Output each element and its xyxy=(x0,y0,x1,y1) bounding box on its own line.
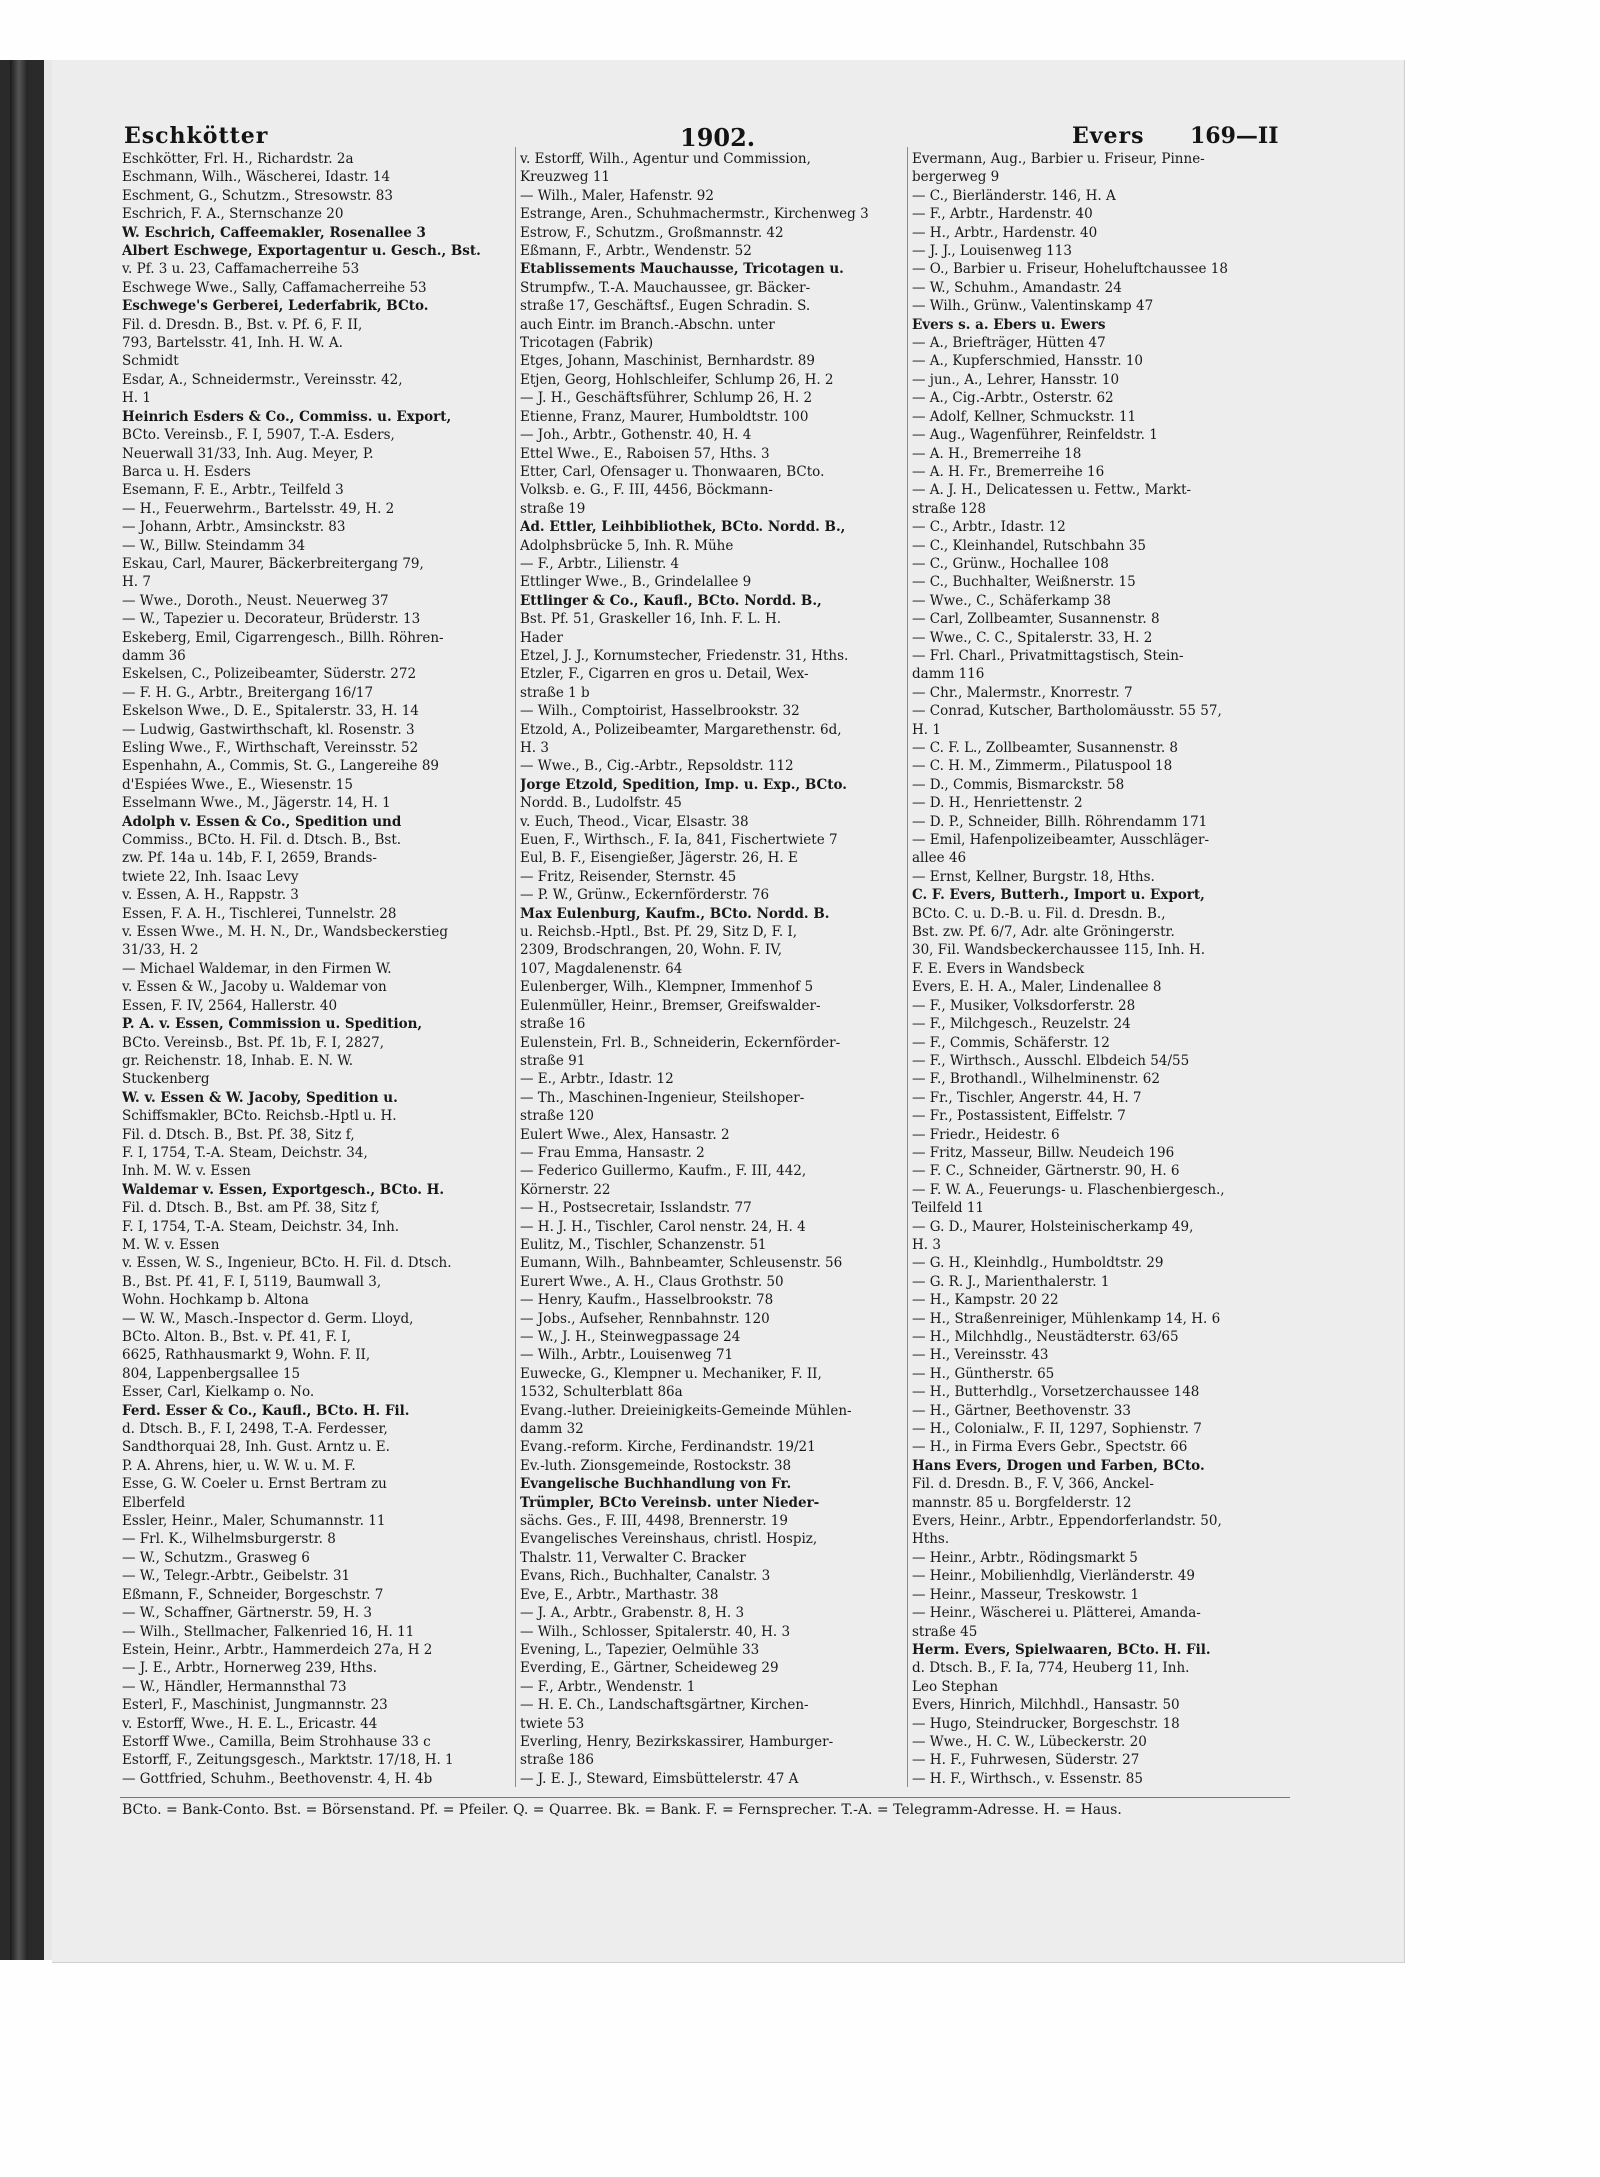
directory-entry: auch Eintr. im Branch.-Abschn. unter xyxy=(520,316,775,333)
directory-entry: Volksb. e. G., F. III, 4456, Böckmann- xyxy=(520,482,773,499)
directory-entry: — W., Telegr.-Arbtr., Geibelstr. 31 xyxy=(122,1568,351,1585)
directory-entry: Herm. Evers, Spielwaaren, BCto. H. Fil. xyxy=(912,1641,1211,1658)
directory-entry: 2309, Brodschrangen, 20, Wohn. F. IV, xyxy=(520,942,783,959)
directory-entry: — H., Feuerwehrm., Bartelsstr. 49, H. 2 xyxy=(122,500,395,517)
directory-entry: v. Essen Wwe., M. H. N., Dr., Wandsbeckerstieg xyxy=(122,924,448,941)
directory-entry: Eve, E., Arbtr., Marthastr. 38 xyxy=(520,1586,719,1603)
directory-entry: — A. J. H., Delicatessen u. Fettw., Markt- xyxy=(912,482,1192,499)
directory-entry: Eskelsen, C., Polizeibeamter, Süderstr. 272 xyxy=(122,666,417,683)
directory-entry: — C. F. L., Zollbeamter, Susannenstr. 8 xyxy=(912,740,1178,756)
directory-entry: — Wwe., C., Schäferkamp 38 xyxy=(912,592,1111,609)
directory-entry: Eskau, Carl, Maurer, Bäckerbreitergang 79, xyxy=(122,555,424,572)
book-binding-edge xyxy=(0,60,44,1960)
directory-entry: — Emil, Hafenpolizeibeamter, Ausschläger- xyxy=(912,832,1210,849)
directory-entry: Espenhahn, A., Commis, St. G., Langereihe 89 xyxy=(122,758,440,775)
directory-entry: — Joh., Arbtr., Gothenstr. 40, H. 4 xyxy=(520,427,752,444)
directory-entry: u. Reichsb.-Hptl., Bst. Pf. 29, Sitz D, F. I, xyxy=(520,924,798,941)
directory-entry: — F., Arbtr., Lilienstr. 4 xyxy=(520,555,680,572)
directory-entry: Etzler, F., Cigarren en gros u. Detail, Wex- xyxy=(520,666,809,683)
directory-entry: Everding, E., Gärtner, Scheideweg 29 xyxy=(520,1660,779,1677)
directory-entry: Körnerstr. 22 xyxy=(520,1181,611,1198)
directory-entry: — W. W., Masch.-Inspector d. Germ. Lloyd, xyxy=(122,1310,414,1327)
directory-entry: — G. D., Maurer, Holsteinischerkamp 49, xyxy=(912,1218,1194,1235)
directory-entry: — Wwe., C. C., Spitalerstr. 33, H. 2 xyxy=(912,629,1153,646)
header-year: 1902. xyxy=(680,123,756,152)
directory-column-1 xyxy=(122,150,517,1790)
directory-entry: Estrange, Aren., Schuhmachermstr., Kirchenweg 3 xyxy=(520,206,869,223)
directory-entry: M. W. v. Essen xyxy=(122,1236,220,1253)
directory-entry: Etges, Johann, Maschinist, Bernhardstr. 89 xyxy=(520,353,815,370)
directory-entry: straße 128 xyxy=(912,500,986,517)
directory-entry: — H., Postsecretair, Isslandstr. 77 xyxy=(520,1200,752,1217)
directory-entry: Ev.-luth. Zionsgemeinde, Rostockstr. 38 xyxy=(520,1457,792,1474)
directory-entry: — Wilh., Schlosser, Spitalerstr. 40, H. 3 xyxy=(520,1623,791,1640)
header-right-keyword: Evers xyxy=(1072,123,1145,149)
directory-entry: Commiss., BCto. H. Fil. d. Dtsch. B., Bst. xyxy=(122,832,402,849)
directory-entry: — A. H. Fr., Bremerreihe 16 xyxy=(912,463,1105,480)
directory-entry: — Fr., Tischler, Angerstr. 44, H. 7 xyxy=(912,1089,1142,1106)
header-left-keyword: Eschkötter xyxy=(124,123,269,149)
directory-entry: — Henry, Kaufm., Hasselbrookstr. 78 xyxy=(520,1292,774,1309)
directory-entry: damm 32 xyxy=(520,1421,584,1438)
directory-entry: — F., Arbtr., Wendenstr. 1 xyxy=(520,1678,696,1695)
directory-entry: Eßmann, F., Arbtr., Wendenstr. 52 xyxy=(520,243,752,260)
directory-entry: Esse, G. W. Coeler u. Ernst Bertram zu xyxy=(122,1476,387,1493)
directory-entry: Sandthorquai 28, Inh. Gust. Arntz u. E. xyxy=(122,1439,390,1456)
directory-entry: Hans Evers, Drogen und Farben, BCto. xyxy=(912,1457,1205,1474)
directory-entry: Etienne, Franz, Maurer, Humboldtstr. 100 xyxy=(520,408,809,425)
directory-entry: — A., Kupferschmied, Hansstr. 10 xyxy=(912,353,1144,370)
directory-entry: — H., Güntherstr. 65 xyxy=(912,1365,1055,1382)
directory-entry: — J. E. J., Steward, Eimsbüttelerstr. 47 A xyxy=(520,1770,799,1787)
directory-entry: — E., Arbtr., Idastr. 12 xyxy=(520,1071,674,1088)
directory-entry: — H., Straßenreiniger, Mühlenkamp 14, H. 6 xyxy=(912,1310,1221,1327)
directory-entry: — Fritz, Masseur, Billw. Neudeich 196 xyxy=(912,1144,1175,1161)
directory-entry: H. 1 xyxy=(122,390,151,407)
directory-entry: — J. J., Louisenweg 113 xyxy=(912,243,1072,260)
directory-entry: — P. W., Grünw., Eckernförderstr. 76 xyxy=(520,887,770,904)
directory-entry: — Wilh., Grünw., Valentinskamp 47 xyxy=(912,298,1154,315)
directory-entry: — H., Gärtner, Beethovenstr. 33 xyxy=(912,1402,1131,1419)
directory-entry: — J. A., Arbtr., Grabenstr. 8, H. 3 xyxy=(520,1605,745,1622)
directory-entry: Essen, F. IV, 2564, Hallerstr. 40 xyxy=(122,997,338,1014)
directory-entry: H. 3 xyxy=(912,1236,941,1253)
directory-entry: Etzold, A., Polizeibeamter, Margarethenstr. 6d, xyxy=(520,721,842,738)
directory-entry: — jun., A., Lehrer, Hansstr. 10 xyxy=(912,371,1120,388)
directory-entry: — H., Milchhdlg., Neustädterstr. 63/65 xyxy=(912,1329,1179,1345)
directory-entry: — F. H. G., Arbtr., Breitergang 16/17 xyxy=(122,684,374,701)
directory-entry: — A., Cig.-Arbtr., Osterstr. 62 xyxy=(912,390,1114,407)
directory-entry: Ettel Wwe., E., Raboisen 57, Hths. 3 xyxy=(520,445,770,462)
directory-column-3 xyxy=(912,150,1307,1790)
directory-entry: v. Estorff, Wilh., Agentur und Commission, xyxy=(520,151,811,167)
directory-entry: Etter, Carl, Ofensager u. Thonwaaren, BCto. xyxy=(520,463,825,480)
directory-entry: Eskelson Wwe., D. E., Spitalerstr. 33, H. 14 xyxy=(122,703,419,720)
directory-entry: Fil. d. Dtsch. B., Bst. am Pf. 38, Sitz f, xyxy=(122,1200,380,1217)
directory-entry: Evermann, Aug., Barbier u. Friseur, Pinne- xyxy=(912,151,1205,167)
directory-entry: straße 1 b xyxy=(520,684,590,701)
directory-entry: bergerweg 9 xyxy=(912,169,1000,186)
directory-entry: Albert Eschwege, Exportagentur u. Gesch., Bst. xyxy=(122,243,481,260)
directory-entry: Hths. xyxy=(912,1531,950,1548)
directory-entry: — C. H. M., Zimmerm., Pilatuspool 18 xyxy=(912,758,1173,775)
directory-entry: — Adolf, Kellner, Schmuckstr. 11 xyxy=(912,408,1137,425)
directory-entry: — Wwe., Doroth., Neust. Neuerweg 37 xyxy=(122,592,389,609)
directory-entry: Etjen, Georg, Hohlschleifer, Schlump 26, H. 2 xyxy=(520,371,834,388)
directory-entry: d. Dtsch. B., F. I, 2498, T.-A. Ferdesser, xyxy=(122,1421,388,1438)
directory-entry: Ettlinger Wwe., B., Grindelallee 9 xyxy=(520,574,752,591)
directory-entry: straße 186 xyxy=(520,1752,594,1769)
directory-entry: H. 1 xyxy=(912,721,941,738)
directory-entry: Eskeberg, Emil, Cigarrengesch., Billh. Röhren- xyxy=(122,629,444,646)
directory-entry: BCto. C. u. D.-B. u. Fil. d. Dresdn. B., xyxy=(912,905,1166,922)
directory-entry: 6625, Rathhausmarkt 9, Wohn. F. II, xyxy=(122,1347,371,1364)
directory-entry: Stuckenberg xyxy=(122,1071,210,1088)
directory-entry: Heinrich Esders & Co., Commiss. u. Export, xyxy=(122,408,452,425)
directory-entry: — H., in Firma Evers Gebr., Spectstr. 66 xyxy=(912,1439,1188,1456)
directory-entry: Nordd. B., Ludolfstr. 45 xyxy=(520,795,682,812)
directory-entry: Eschment, G., Schutzm., Stresowstr. 83 xyxy=(122,187,393,204)
directory-entry: Evening, L., Tapezier, Oelmühle 33 xyxy=(520,1641,760,1658)
directory-entry: Estein, Heinr., Arbtr., Hammerdeich 27a, H 2 xyxy=(122,1641,433,1658)
directory-entry: Wohn. Hochkamp b. Altona xyxy=(122,1292,309,1309)
directory-entry: Evers, Heinr., Arbtr., Eppendorferlandstr. 50, xyxy=(912,1513,1222,1530)
directory-entry: Estorff Wwe., Camilla, Beim Strohhause 33 c xyxy=(122,1733,431,1750)
directory-entry: twiete 22, Inh. Isaac Levy xyxy=(122,868,299,885)
directory-entry: — Gottfried, Schuhm., Beethovenstr. 4, H. 4b xyxy=(122,1770,433,1787)
directory-entry: — Friedr., Heidestr. 6 xyxy=(912,1126,1060,1143)
directory-entry: Eschwege Wwe., Sally, Caffamacherreihe 53 xyxy=(122,279,427,296)
directory-entry: F. I, 1754, T.-A. Steam, Deichstr. 34, xyxy=(122,1144,368,1161)
directory-entry: straße 16 xyxy=(520,1016,586,1033)
directory-entry: — F., Arbtr., Hardenstr. 40 xyxy=(912,206,1093,223)
directory-entry: — C., Buchhalter, Weißnerstr. 15 xyxy=(912,574,1136,591)
directory-entry: — Heinr., Wäscherei u. Plätterei, Amanda- xyxy=(912,1605,1201,1622)
directory-entry xyxy=(912,1788,1307,1790)
directory-entry: — F., Wirthsch., Ausschl. Elbdeich 54/55 xyxy=(912,1052,1190,1069)
directory-entry: v. Euch, Theod., Vicar, Elsastr. 38 xyxy=(520,813,749,830)
directory-entry: — Wilh., Comptoirist, Hasselbrookstr. 32 xyxy=(520,703,800,720)
directory-entry: Essler, Heinr., Maler, Schumannstr. 11 xyxy=(122,1513,386,1530)
directory-entry: Neuerwall 31/33, Inh. Aug. Meyer, P. xyxy=(122,445,374,462)
directory-entry: Euen, F., Wirthsch., F. Ia, 841, Fischertwiete 7 xyxy=(520,832,838,849)
directory-entry: Jorge Etzold, Spedition, Imp. u. Exp., BCto. xyxy=(520,776,847,793)
directory-entry: — W., Billw. Steindamm 34 xyxy=(122,537,306,554)
directory-entry: Kreuzweg 11 xyxy=(520,169,610,186)
directory-entry: B., Bst. Pf. 41, F. I, 5119, Baumwall 3, xyxy=(122,1273,382,1290)
directory-entry: Esser, Carl, Kielkamp o. No. xyxy=(122,1384,315,1401)
directory-entry: — D. P., Schneider, Billh. Röhrendamm 171 xyxy=(912,813,1208,830)
directory-entry: damm 116 xyxy=(912,666,985,683)
directory-entry: — Michael Waldemar, in den Firmen W. xyxy=(122,960,392,977)
directory-entry: Teilfeld 11 xyxy=(912,1200,984,1217)
directory-entry: BCto. Vereinsb., F. I, 5907, T.-A. Esders, xyxy=(122,427,395,444)
directory-entry: Evang.-reform. Kirche, Ferdinandstr. 19/21 xyxy=(520,1439,816,1456)
directory-entry: Leo Stephan xyxy=(912,1678,999,1695)
directory-entry: Eschkötter, Frl. H., Richardstr. 2a xyxy=(122,151,354,167)
directory-entry: — H. F., Wirthsch., v. Essenstr. 85 xyxy=(912,1770,1143,1787)
directory-entry: — Frl. K., Wilhelmsburgerstr. 8 xyxy=(122,1531,336,1548)
directory-entry: Esdar, A., Schneidermstr., Vereinsstr. 42, xyxy=(122,371,403,388)
directory-entry: — Heinr., Masseur, Treskowstr. 1 xyxy=(912,1586,1140,1603)
directory-entry: 31/33, H. 2 xyxy=(122,942,199,959)
directory-entry: F. E. Evers in Wandsbeck xyxy=(912,960,1085,977)
directory-entry: — Aug., Wagenführer, Reinfeldstr. 1 xyxy=(912,427,1158,444)
directory-entry: Eulitz, M., Tischler, Schanzenstr. 51 xyxy=(520,1236,767,1253)
directory-entry: — W., Tapezier u. Decorateur, Brüderstr. 13 xyxy=(122,611,421,628)
directory-entry: Estrow, F., Schutzm., Großmannstr. 42 xyxy=(520,224,784,241)
directory-entry: — F., Musiker, Volksdorferstr. 28 xyxy=(912,997,1136,1014)
directory-column-2 xyxy=(520,150,915,1790)
directory-entry: Inh. M. W. v. Essen xyxy=(122,1163,251,1180)
directory-entry: Strumpfw., T.-A. Mauchaussee, gr. Bäcker- xyxy=(520,279,811,296)
directory-entry: Elberfeld xyxy=(122,1494,186,1511)
directory-entry: Fil. d. Dtsch. B., Bst. Pf. 38, Sitz f, xyxy=(122,1126,355,1143)
directory-entry: Eulenmüller, Heinr., Bremser, Greifswalder- xyxy=(520,997,821,1014)
directory-entry: — H. E. Ch., Landschaftsgärtner, Kirchen- xyxy=(520,1697,809,1714)
directory-entry: — G. R. J., Marienthalerstr. 1 xyxy=(912,1273,1110,1290)
directory-entry: — A. H., Bremerreihe 18 xyxy=(912,445,1082,462)
directory-entry: Ferd. Esser & Co., Kaufl., BCto. H. Fil. xyxy=(122,1402,410,1419)
directory-entry: — Conrad, Kutscher, Bartholomäusstr. 55 57, xyxy=(912,703,1222,720)
directory-entry: Etzel, J. J., Kornumstecher, Friedenstr. 31, Hths. xyxy=(520,647,849,664)
directory-entry: Bst. Pf. 51, Graskeller 16, Inh. F. L. H. xyxy=(520,611,782,628)
directory-entry: — Carl, Zollbeamter, Susannenstr. 8 xyxy=(912,611,1160,628)
directory-entry: — Chr., Malermstr., Knorrestr. 7 xyxy=(912,684,1133,701)
directory-entry: — Hugo, Steindrucker, Borgeschstr. 18 xyxy=(912,1715,1180,1732)
directory-entry: — W., Schutzm., Grasweg 6 xyxy=(122,1549,310,1566)
directory-entry: mannstr. 85 u. Borgfelderstr. 12 xyxy=(912,1494,1132,1511)
directory-entry: 804, Lappenbergsallee 15 xyxy=(122,1365,301,1382)
directory-entry: — C., Kleinhandel, Rutschbahn 35 xyxy=(912,537,1146,554)
directory-entry: v. Pf. 3 u. 23, Caffamacherreihe 53 xyxy=(122,261,360,278)
directory-entry: Eul, B. F., Eisengießer, Jägerstr. 26, H. E xyxy=(520,850,798,867)
directory-entry: — D. H., Henriettenstr. 2 xyxy=(912,795,1083,812)
directory-entry: — Johann, Arbtr., Amsinckstr. 83 xyxy=(122,519,346,536)
directory-entry: Eschmann, Wilh., Wäscherei, Idastr. 14 xyxy=(122,169,391,186)
directory-entry: Etablissements Mauchausse, Tricotagen u. xyxy=(520,261,844,278)
directory-entry: straße 91 xyxy=(520,1052,586,1069)
directory-entry: Euwecke, G., Klempner u. Mechaniker, F. II, xyxy=(520,1365,822,1382)
directory-entry xyxy=(122,1788,517,1790)
directory-entry: — Frau Emma, Hansastr. 2 xyxy=(520,1144,705,1161)
directory-entry: H. 7 xyxy=(122,574,151,591)
directory-entry: v. Estorff, Wwe., H. E. L., Ericastr. 44 xyxy=(122,1715,378,1732)
directory-entry: Eurert Wwe., A. H., Claus Grothstr. 50 xyxy=(520,1273,784,1290)
directory-entry: — J. E., Arbtr., Hornerweg 239, Hths. xyxy=(122,1660,378,1677)
directory-entry: Fil. d. Dresdn. B., F. V, 366, Anckel- xyxy=(912,1476,1154,1493)
directory-entry: Evans, Rich., Buchhalter, Canalstr. 3 xyxy=(520,1568,771,1585)
directory-entry: straße 45 xyxy=(912,1623,978,1640)
directory-entry: Trümpler, BCto Vereinsb. unter Nieder- xyxy=(520,1494,820,1511)
directory-entry: straße 120 xyxy=(520,1108,594,1125)
directory-entry: — C., Bierländerstr. 146, H. A xyxy=(912,187,1116,204)
directory-entry: — C., Grünw., Hochallee 108 xyxy=(912,555,1109,572)
directory-entry: Eschwege's Gerberei, Lederfabrik, BCto. xyxy=(122,298,429,315)
directory-entry: — Th., Maschinen-Ingenieur, Steilshoper- xyxy=(520,1089,805,1106)
directory-entry: allee 46 xyxy=(912,850,967,867)
page-gutter xyxy=(44,60,52,1960)
directory-entry: zw. Pf. 14a u. 14b, F. I, 2659, Brands- xyxy=(122,850,377,867)
directory-entry: Evangelische Buchhandlung von Fr. xyxy=(520,1476,792,1493)
directory-entry: d'Espiées Wwe., E., Wiesenstr. 15 xyxy=(122,776,353,793)
directory-entry: Evangelisches Vereinshaus, christl. Hospiz, xyxy=(520,1531,818,1548)
directory-entry: Evers, Hinrich, Milchhdl., Hansastr. 50 xyxy=(912,1697,1180,1714)
directory-entry: — J. H., Geschäftsführer, Schlump 26, H. 2 xyxy=(520,390,813,407)
directory-entry: — Ludwig, Gastwirthschaft, kl. Rosenstr. 3 xyxy=(122,721,415,738)
directory-entry: — H., Vereinsstr. 43 xyxy=(912,1347,1049,1364)
directory-entry: Esling Wwe., F., Wirthschaft, Vereinsstr. 52 xyxy=(122,740,419,756)
directory-entry: Barca u. H. Esders xyxy=(122,463,251,480)
directory-entry: F. I, 1754, T.-A. Steam, Deichstr. 34, Inh. xyxy=(122,1218,400,1235)
directory-entry: C. F. Evers, Butterh., Import u. Export, xyxy=(912,887,1205,904)
directory-entry: 793, Bartelsstr. 41, Inh. H. W. A. xyxy=(122,335,343,352)
directory-entry: — A., Briefträger, Hütten 47 xyxy=(912,335,1106,352)
directory-entry: — H. F., Fuhrwesen, Süderstr. 27 xyxy=(912,1752,1140,1769)
directory-entry: straße 19 xyxy=(520,500,586,517)
directory-entry: — Federico Guillermo, Kaufm., F. III, 442, xyxy=(520,1163,807,1180)
directory-entry: twiete 53 xyxy=(520,1715,585,1732)
directory-entry: — W., J. H., Steinwegpassage 24 xyxy=(520,1329,741,1345)
directory-entry: — O., Barbier u. Friseur, Hoheluftchaussee 18 xyxy=(912,261,1228,278)
directory-entry: — F., Commis, Schäferstr. 12 xyxy=(912,1034,1110,1051)
directory-entry: — F. W. A., Feuerungs- u. Flaschenbiergesch., xyxy=(912,1181,1225,1198)
directory-entry: Essen, F. A. H., Tischlerei, Tunnelstr. 28 xyxy=(122,905,397,922)
directory-entry: — G. H., Kleinhdlg., Humboldtstr. 29 xyxy=(912,1255,1164,1272)
directory-entry: — C., Arbtr., Idastr. 12 xyxy=(912,519,1066,536)
directory-entry: Eumann, Wilh., Bahnbeamter, Schleusenstr. 56 xyxy=(520,1255,843,1272)
header-page-number: 169—II xyxy=(1190,123,1279,149)
directory-entry: — Frl. Charl., Privatmittagstisch, Stein- xyxy=(912,647,1184,664)
directory-entry: Esselmann Wwe., M., Jägerstr. 14, H. 1 xyxy=(122,795,391,812)
directory-entry: Eulenstein, Frl. B., Schneiderin, Eckernförder- xyxy=(520,1034,841,1051)
directory-entry: — H. J. H., Tischler, Carol nenstr. 24, H. 4 xyxy=(520,1218,806,1235)
directory-entry: Ad. Ettler, Leihbibliothek, BCto. Nordd. B., xyxy=(520,519,846,536)
directory-entry: Thalstr. 11, Verwalter C. Bracker xyxy=(520,1549,746,1566)
directory-entry: Waldemar v. Essen, Exportgesch., BCto. H. xyxy=(122,1181,445,1198)
directory-entry: 1532, Schulterblatt 86a xyxy=(520,1384,683,1401)
directory-entry: Max Eulenburg, Kaufm., BCto. Nordd. B. xyxy=(520,905,830,922)
directory-entry: 107, Magdalenenstr. 64 xyxy=(520,960,683,977)
directory-entry: — Wwe., H. C. W., Lübeckerstr. 20 xyxy=(912,1733,1147,1750)
directory-entry: straße 17, Geschäftsf., Eugen Schradin. S. xyxy=(520,298,811,315)
directory-entry: Tricotagen (Fabrik) xyxy=(520,335,654,352)
directory-entry: — Fr., Postassistent, Eiffelstr. 7 xyxy=(912,1108,1126,1125)
directory-entry: gr. Reichenstr. 18, Inhab. E. N. W. xyxy=(122,1052,354,1069)
directory-entry: — Heinr., Mobilienhdlg, Vierländerstr. 49 xyxy=(912,1568,1196,1585)
directory-entry: Eulenberger, Wilh., Klempner, Immenhof 5 xyxy=(520,979,814,996)
directory-entry: Evang.-luther. Dreieinigkeits-Gemeinde Mühlen- xyxy=(520,1402,852,1419)
directory-entry: damm 36 xyxy=(122,647,186,664)
directory-entry: — Fritz, Reisender, Sternstr. 45 xyxy=(520,868,737,885)
directory-entry: Evers s. a. Ebers u. Ewers xyxy=(912,316,1106,333)
directory-entry: v. Essen & W., Jacoby u. Waldemar von xyxy=(122,979,387,996)
directory-entry: — H., Colonialw., F. II, 1297, Sophienstr. 7 xyxy=(912,1421,1202,1438)
directory-entry: Esterl, F., Maschinist, Jungmannstr. 23 xyxy=(122,1697,388,1714)
directory-entry: BCto. Vereinsb., Bst. Pf. 1b, F. I, 2827, xyxy=(122,1034,385,1051)
directory-entry: — Wilh., Arbtr., Louisenweg 71 xyxy=(520,1347,734,1364)
directory-entry: sächs. Ges., F. III, 4498, Brennerstr. 19 xyxy=(520,1513,788,1530)
directory-entry: Eschrich, F. A., Sternschanze 20 xyxy=(122,206,344,223)
directory-entry: d. Dtsch. B., F. Ia, 774, Heuberg 11, Inh. xyxy=(912,1660,1190,1677)
directory-entry: Eßmann, F., Schneider, Borgeschstr. 7 xyxy=(122,1586,384,1603)
directory-entry: Esemann, F. E., Arbtr., Teilfeld 3 xyxy=(122,482,344,499)
directory-entry: — W., Schuhm., Amandastr. 24 xyxy=(912,279,1122,296)
directory-entry: — W., Händler, Hermannsthal 73 xyxy=(122,1678,347,1695)
directory-entry: Hader xyxy=(520,629,563,646)
directory-entry: v. Essen, A. H., Rappstr. 3 xyxy=(122,887,299,904)
directory-entry: — Ernst, Kellner, Burgstr. 18, Hths. xyxy=(912,868,1155,885)
directory-entry: 30, Fil. Wandsbeckerchaussee 115, Inh. H. xyxy=(912,942,1206,959)
directory-entry: — H., Butterhdlg., Vorsetzerchaussee 148 xyxy=(912,1384,1200,1401)
directory-entry: W. Eschrich, Caffeemakler, Rosenallee 3 xyxy=(122,224,426,241)
directory-entry: P. A. v. Essen, Commission u. Spedition, xyxy=(122,1016,423,1033)
directory-entry: — Wilh., Stellmacher, Falkenried 16, H. 11 xyxy=(122,1623,415,1640)
directory-entry: Adolph v. Essen & Co., Spedition und xyxy=(122,813,402,830)
directory-entry: Schmidt xyxy=(122,353,179,370)
directory-entry: — D., Commis, Bismarckstr. 58 xyxy=(912,776,1125,793)
directory-entry: — F., Brothandl., Wilhelminenstr. 62 xyxy=(912,1071,1160,1088)
directory-entry: — W., Schaffner, Gärtnerstr. 59, H. 3 xyxy=(122,1605,373,1622)
directory-entry: Bst. zw. Pf. 6/7, Adr. alte Gröningerstr. xyxy=(912,924,1175,941)
directory-entry: Schiffsmakler, BCto. Reichsb.-Hptl u. H. xyxy=(122,1108,397,1125)
directory-entry: Eulert Wwe., Alex, Hansastr. 2 xyxy=(520,1126,730,1143)
directory-entry: Ettlinger & Co., Kaufl., BCto. Nordd. B., xyxy=(520,592,822,609)
directory-entry: Fil. d. Dresdn. B., Bst. v. Pf. 6, F. II, xyxy=(122,316,363,333)
directory-entry: — F., Milchgesch., Reuzelstr. 24 xyxy=(912,1016,1131,1033)
directory-entry: H. 3 xyxy=(520,740,549,756)
directory-entry: P. A. Ahrens, hier, u. W. W. u. M. F. xyxy=(122,1457,356,1474)
directory-entry: v. Essen, W. S., Ingenieur, BCto. H. Fil. d. Dtsch. xyxy=(122,1255,452,1272)
directory-entry: — Wwe., B., Cig.-Arbtr., Repsoldstr. 112 xyxy=(520,758,794,775)
directory-entry: Estorff, F., Zeitungsgesch., Marktstr. 17/18, H. 1 xyxy=(122,1752,454,1769)
footer-rule xyxy=(120,1797,1290,1798)
abbreviation-legend: BCto. = Bank-Conto. Bst. = Börsenstand. Pf. = Pfeiler. Q. = Quarree. Bk. = Bank. F. = Fernsprecher. T.-A. = Telegramm-Adresse. H. = Haus. xyxy=(122,1802,1122,1818)
directory-entry: W. v. Essen & W. Jacoby, Spedition u. xyxy=(122,1089,398,1106)
directory-entry: — F. C., Schneider, Gärtnerstr. 90, H. 6 xyxy=(912,1163,1180,1180)
directory-entry: — Wilh., Maler, Hafenstr. 92 xyxy=(520,187,714,204)
directory-entry: BCto. Alton. B., Bst. v. Pf. 41, F. I, xyxy=(122,1329,351,1345)
directory-entry: — H., Kampstr. 20 22 xyxy=(912,1292,1059,1309)
directory-entry xyxy=(520,1788,915,1790)
directory-entry: Evers, E. H. A., Maler, Lindenallee 8 xyxy=(912,979,1162,996)
directory-entry: — Jobs., Aufseher, Rennbahnstr. 120 xyxy=(520,1310,770,1327)
directory-entry: Adolphsbrücke 5, Inh. R. Mühe xyxy=(520,537,734,554)
directory-entry: — Heinr., Arbtr., Rödingsmarkt 5 xyxy=(912,1549,1138,1566)
directory-entry: — H., Arbtr., Hardenstr. 40 xyxy=(912,224,1098,241)
directory-entry: Everling, Henry, Bezirkskassirer, Hamburger- xyxy=(520,1733,834,1750)
